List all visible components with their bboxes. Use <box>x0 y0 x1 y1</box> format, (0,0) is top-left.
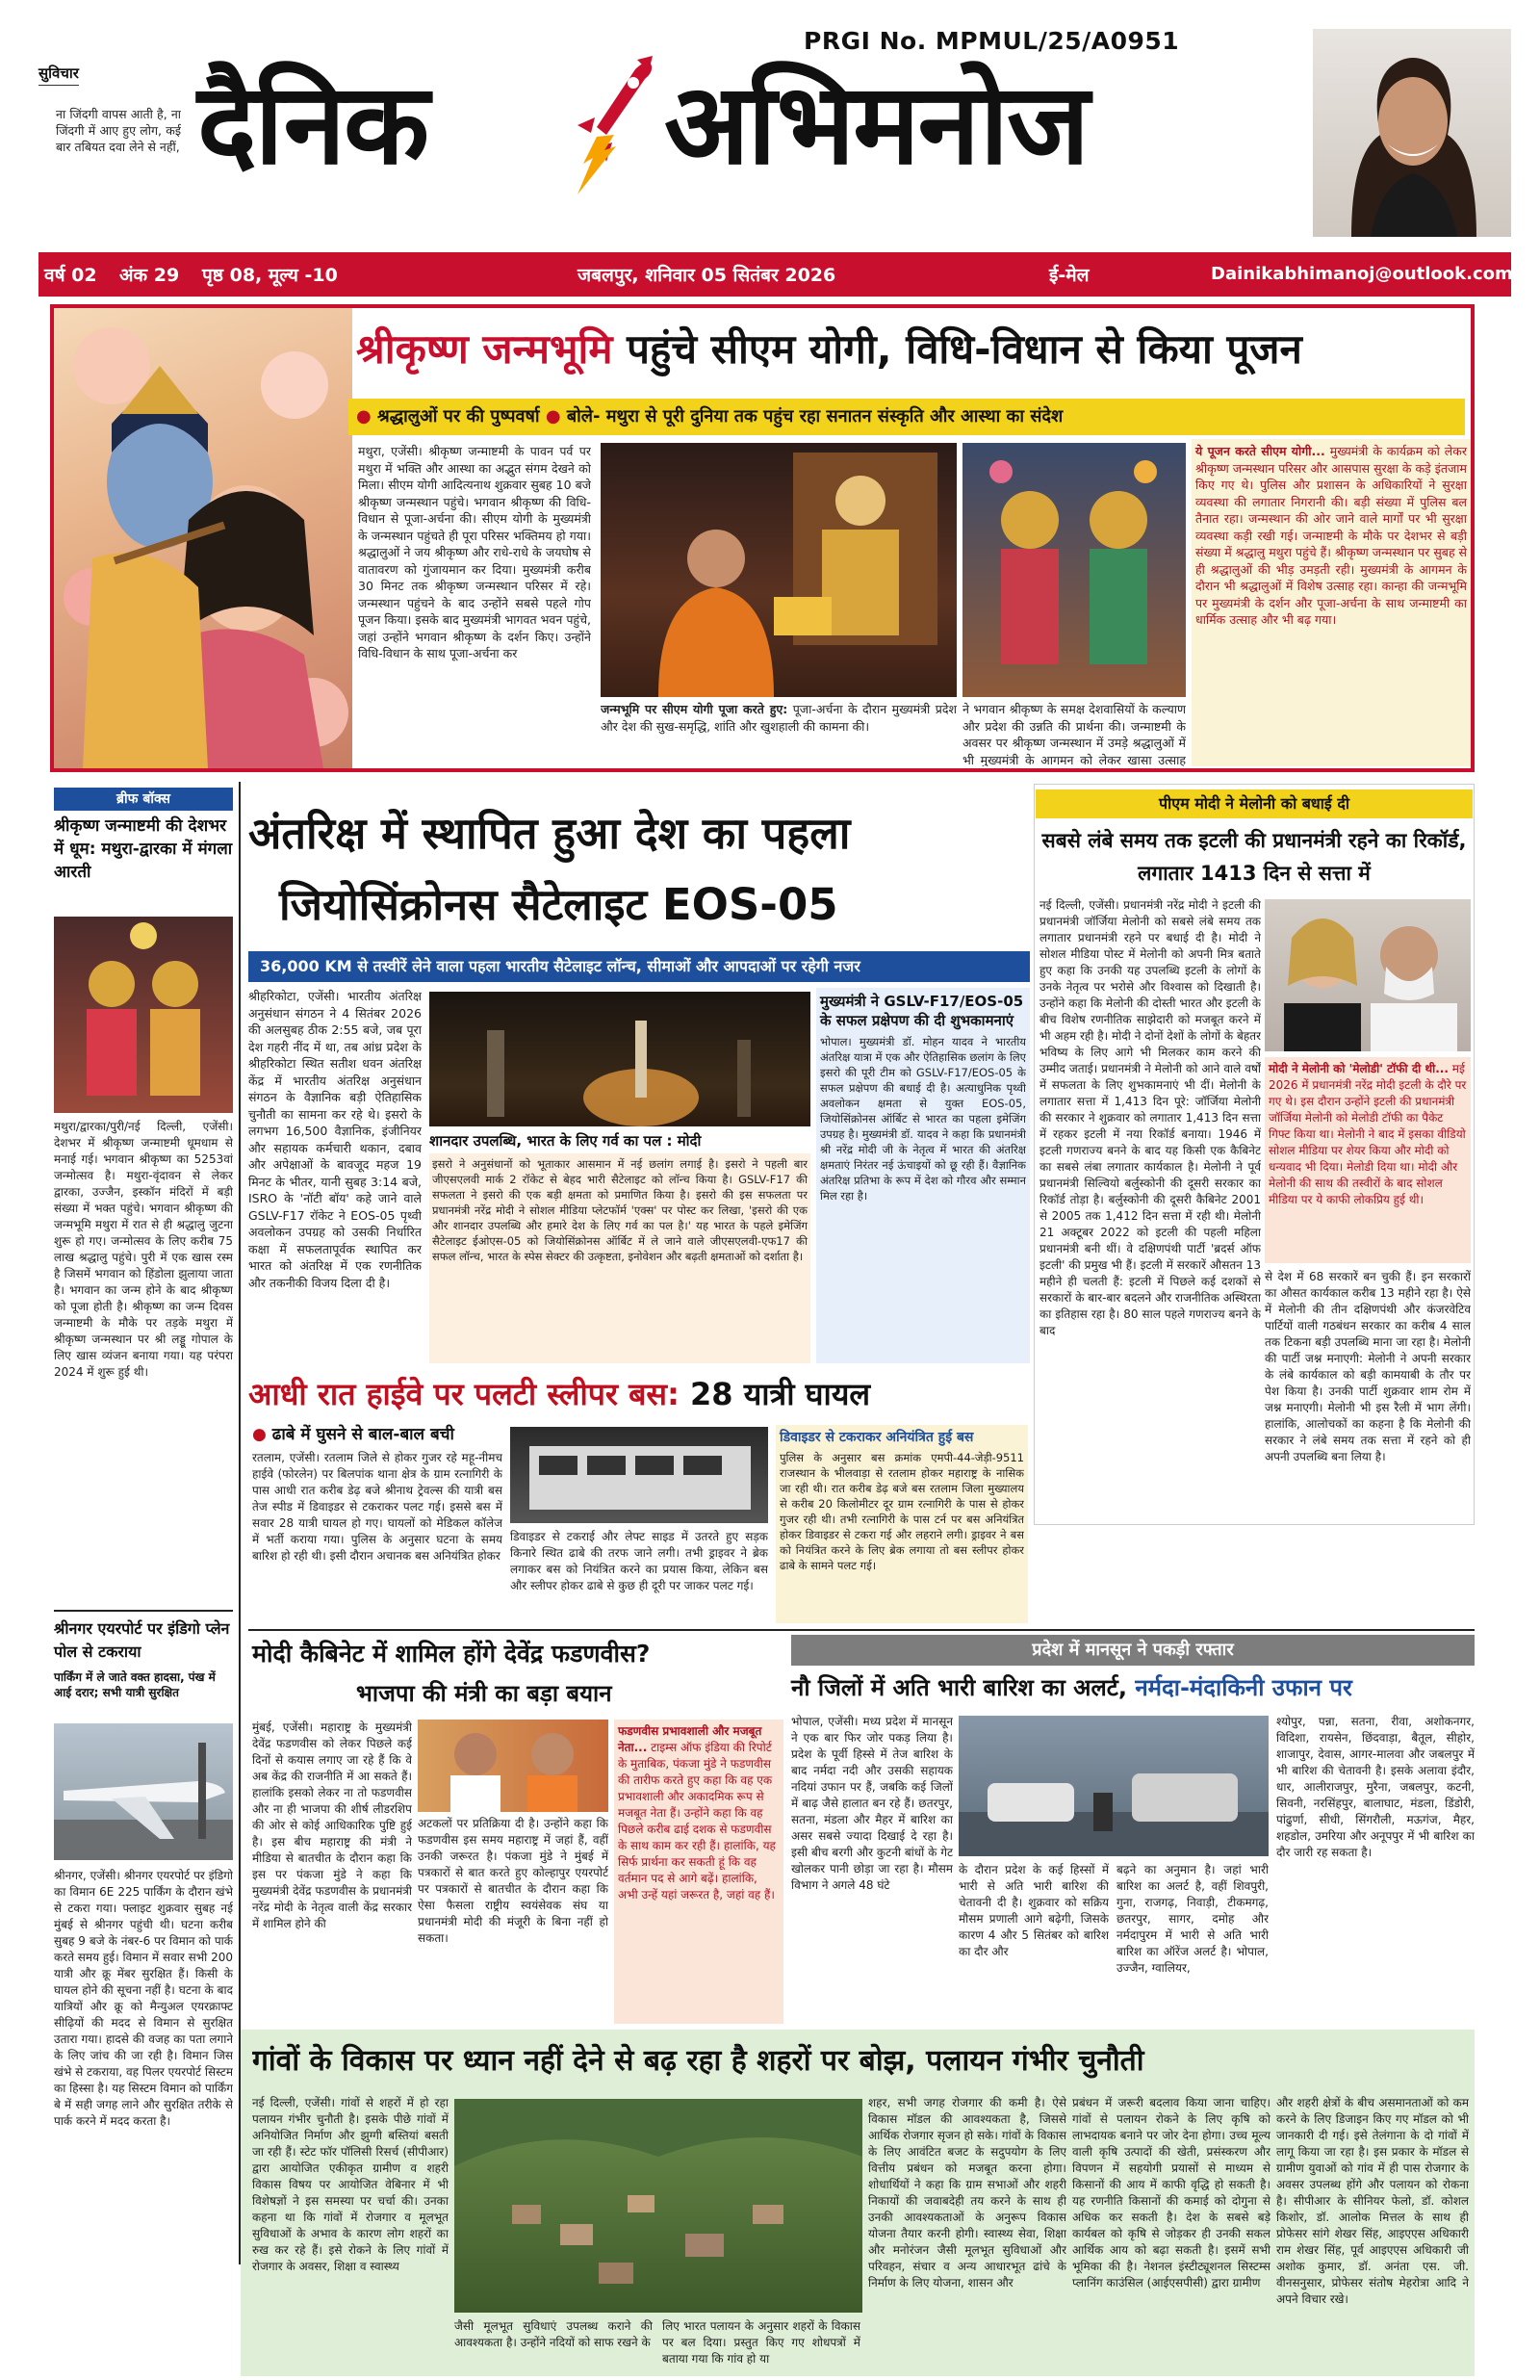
meloni-caption-text: मई 2026 में प्रधानमंत्री नरेंद्र मोदी इटली के दौरे पर गए थे। इस दौरान उन्होंने इटली की प्रधानमंत्री जॉर्जिया मेलोनी को मेलोडी टॉफी का पैकेट गिफ्ट किया था। मेलोनी ने बाद में इसका वीडियो सोशल मीडिया पर शेयर किया और मोदी को धन्यवाद भी दिया। मेलोडी दिया था। मोदी और मेलोनी की साथ की तस्वीरों के बाद सोशल मीडिया पर ये काफी लोकप्रिय हुई थी। <box>1269 1062 1467 1206</box>
suvichar-text: ना जिंदगी वापस आती है, ना जिंदगी में आए हुए लोग, कई बार तबियत दवा लेने से नहीं, <box>56 107 181 154</box>
lead-headline-red: श्रीकृष्ण जन्मभूमि <box>356 325 613 373</box>
lead-photo-caption-text: पूजा-अर्चना के दौरान मुख्यमंत्री <box>792 702 931 716</box>
village-photo-caption: जैसी मूलभूत सुविधाएं उपलब्ध कराने की आवश्यकता है। उन्होंने नदियों को साफ रखने के <box>454 2319 653 2349</box>
lead-headline-rest: पहुंचे सीएम योगी, विधि-विधान से किया पूजन <box>627 325 1302 373</box>
lead-col1: मथुरा, एजेंसी। श्रीकृष्ण जन्माष्टमी के पावन पर्व पर मथुरा में भक्ति और आस्था का अद्भुत संगम देखने को मिला। सीएम योगी आदित्यनाथ शुक्रवार सुबह 10 बजे श्रीकृष्ण जन्मस्थान पहुंचे। भगवान श्रीकृष्ण की विधि-विधान से पूजा-अर्चना की। सीएम योगी के मुख्यमंत्री के जन्मस्थान पहुंचते ही पूरा परिसर भक्तिमय हो गया। श्रद्धालुओं ने जय श्रीकृष्ण और राधे-राधे के जयघोष से वातावरण को गुंजायमान कर दिया। मुख्यमंत्री करीब 30 मिनट तक श्रीकृष्ण जन्मस्थान परिसर में रहे। जन्मस्थान पहुंचने के बाद उन्होंने सबसे पहले गोप पूजन किया। इसके बाद मुख्यमंत्री भागवत भवन पहुंचे, जहां उन्होंने भगवान श्रीकृष्ण के दर्शन किए। उन्होंने विधि-विधान के साथ पूजा-अर्चना कर <box>358 444 591 660</box>
village-landscape-photo <box>454 2099 862 2313</box>
village-col5: और शहरी क्षेत्रों के बीच असमानताओं को कम करने के लिए डिजाइन किए गए मॉडल को भी जानकारी दी गई। इसे तेलंगाना के दो गांवों में लागू किया जा रहा है। इस प्रकार के मॉडल से ग्रामीण युवाओं को गांव में ही पास रोजगार के अवसर उपलब्ध होंगे और पलायन को रोकना है। सीपीआर के सीनियर फेलो, डॉ. कोशल किशोर, डॉ. आलोक मित्तल के साथ ही प्रोफेसर सांगे शेखर सिंह, आइएएस अधिकारी राम शेखर सिंह, पूर्व आइएएस अधिकारी जी अशोक कुमार, डॉ. अनंता एस. जी. वीनसनुसार, प्रोफेसर संतोष मेहरोत्रा आदि ने अपने विचार रखे। <box>1276 2096 1469 2306</box>
bus-headline-black: 28 यात्री घायल <box>690 1376 871 1412</box>
lead-photo-caption: जन्मभूमि पर सीएम योगी पूजा करते हुए: पूजा-अर्चना के दौरान मुख्यमंत्री प्रदेश और देश की सुख-समृद्धि, शांति और खुशहाली की कामना की। <box>601 702 957 734</box>
rain-col4: श्योपुर, पन्ना, सतना, रीवा, अशोकनगर, विदिशा, रायसेन, छिंदवाड़ा, बैतूल, सीहोर, शाजापुर, देवास, आगर-मालवा और जबलपुर में भी बारिश की चेतावनी है। इसके अलावा इंदौर, धार, आलीराजपुर, मुरैना, जबलपुर, कटनी, सिवनी, नरसिंहपुर, बालाघाट, मंडला, डिंडोरी, पांढुर्णा, सीधी, सिंगरौली, मऊगंज, मैहर, शहडोल, उमरिया और अनूपपुर में भी बारिश का दौर जारी रह सकता है। <box>1276 1715 1475 1859</box>
brief-headline: श्रीकृष्ण जन्माष्टमी की देशभर में धूम: मथुरा-द्वारका में मंगला आरती <box>54 816 233 882</box>
village-photo-caption2: लिए भारत पलायन के अनुसार शहरों के विकास पर बल दिया। प्रस्तुत किए गए शोधपत्रों में बताया गया कि गांव हो या <box>662 2319 860 2366</box>
meloni-headline: सबसे लंबे समय तक इटली की प्रधानमंत्री रहने का रिकॉर्ड, लगातार 1413 दिन से सत्ता में <box>1041 829 1467 885</box>
rocket-launch-photo <box>429 992 810 1126</box>
fadnavis-headline: मोदी कैबिनेट में शामिल होंगे देवेंद्र फडणवीस? <box>252 1640 651 1668</box>
lead-headline <box>356 323 1469 375</box>
fadnavis-photo <box>418 1720 608 1812</box>
meloni-label: पीएम मोदी ने मेलोनी को बधाई दी <box>1036 789 1473 818</box>
bus-sub-text: ढाबे में घुसने से बाल-बाल बची <box>271 1425 454 1444</box>
satellite-col1: श्रीहरिकोटा, एजेंसी। भारतीय अंतरिक्ष अनुसंधान संगठन ने 4 सितंबर 2026 की अलसुबह ठीक 2:55 बजे, जब पूरा देश गहरी नींद में था, तब आंध्र प्रदेश के श्रीहरिकोटा स्थित सतीश धवन अंतरिक्ष केंद्र में भारतीय अंतरिक्ष अनुसंधान संगठन के वैज्ञानिक बड़ी ऐतिहासिक चुनौती का सामना कर रहे थे। इसरो के लगभग 16,500 वैज्ञानिक, इंजीनियर और सहायक कर्मचारी थकान, दबाव और अपेक्षाओं के बावजूद महज 19 मिनट के भीतर, यानी सुबह 3:14 बजे, ISRO के 'नॉटी बॉय' कहे जाने वाले GSLV-F17 रॉकेट ने EOS-05 पृथ्वी अवलोकन उपग्रह को उसकी निर्धारित कक्षा में सफलतापूर्वक स्थापित कर भारत को अंतरिक्ष में एक रणनीतिक और तकनीकी विजय दिला दी है। <box>248 989 422 1290</box>
village-headline: गांवों के विकास पर ध्यान नहीं देने से बढ़ रहा है शहरों पर बोझ, पलायन गंभीर चुनौती <box>252 2044 1144 2078</box>
indigo-plane-photo <box>54 1723 233 1860</box>
meloni-caption-title: मोदी ने मेलोनी को 'मेलोडी' टॉफी दी थी... <box>1269 1062 1449 1075</box>
yogi-puja-photo <box>601 443 957 697</box>
masthead <box>0 0 1540 252</box>
lead-col3-under: ने भगवान श्रीकृष्ण के समक्ष देशवासियों के कल्याण और प्रदेश की उन्नति की प्रार्थना की। जन्माष्टमी के अवसर पर श्रीकृष्ण जन्मस्थान में उमड़े श्रद्धालुओं में भी मुख्यमंत्री के आगमन को लेकर खासा उत्साह <box>962 702 1186 766</box>
airport-headline: श्रीनगर एयरपोर्ट पर इंडिगो प्लेन पोल से टकराया <box>54 1619 230 1661</box>
bus-headline <box>248 1373 1030 1415</box>
lead-sub1: श्रद्धालुओं पर की पुष्पवर्षा <box>376 406 540 427</box>
brief-label: ब्रीफ बॉक्स <box>54 788 233 811</box>
rain-col1: भोपाल, एजेंसी। मध्य प्रदेश में मानसून ने एक बार फिर जोर पकड़ लिया है। प्रदेश के पूर्वी हिस्से में तेज बारिश के बाद नर्मदा नदी और उसकी सहायक नदियां उफान पर हैं, जबकि कई जिलों में बाढ़ जैसे हालात बन रहे हैं। छतरपुर, सतना, मंडला और मैहर में बारिश का असर सबसे ज्यादा दिखाई दे रहा है। इसी बीच बरगी और कुटनी बांधों के गेट खोलकर पानी छोड़ा जा रहा है। मौसम विभाग ने अगले 48 घंटे <box>791 1715 953 1892</box>
year: वर्ष 02 <box>44 265 97 286</box>
rain-headline-black: नौ जिलों में अति भारी बारिश का अलर्ट, <box>791 1674 1127 1701</box>
krishna-radha-painting <box>54 308 352 768</box>
dateline-bar <box>38 252 1511 297</box>
rain-traffic-photo <box>959 1716 1269 1856</box>
bus-box-title: डिवाइडर से टकराकर अनियंत्रित हुई बस <box>780 1430 974 1445</box>
village-col1: नई दिल्ली, एजेंसी। गांवों से शहरों में हो रहा पलायन गंभीर चुनौती है। इसके पीछे गांवों में अनियोजित निर्माण और झुग्गी बस्तियां बसती जा रही हैं। स्टेट फॉर पॉलिसी रिसर्च (सीपीआर) द्वारा आयोजित एकीकृत ग्रामीण व शहरी विकास विषय पर आयोजित वेबिनार में भी विशेषज्ञों ने इस समस्या पर चर्चा की। उनका कहना था कि गांवों में रोजगार व मूलभूत सुविधाओं के अभाव के कारण लोग शहरों का रुख कर रहे हैं। इसे रोकने के लिए गांवों में रोजगार के अवसर, शिक्षा व स्वास्थ्य <box>252 2096 449 2273</box>
meloni-caption-box <box>1265 1057 1471 1263</box>
rain-headline <box>791 1671 1475 1704</box>
title-part2: अभिमनोज <box>664 60 1089 190</box>
fadnavis-col1: मुंबई, एजेंसी। महाराष्ट्र के मुख्यमंत्री देवेंद्र फडणवीस को लेकर पिछले कई दिनों से कयास लगाए जा रहे हैं कि वे अब केंद्र की राजनीति में आ सकते हैं। हालांकि इसको लेकर ना तो फडणवीस और ना ही भाजपा की शीर्ष लीडरशिप की ओर से कोई आधिकारिक पुष्टि हुई है। इस बीच महाराष्ट्र की मंत्री ने मीडिया से बातचीत के दौरान कहा कि इस पर पंकजा मुंडे ने कहा कि मुख्यमंत्री देवेंद्र फडणवीस के प्रधानमंत्री नरेंद्र मोदी के नेतृत्व वाली केंद्र सरकार में शामिल होने की <box>252 1720 412 1930</box>
issue: अंक 29 <box>119 265 180 286</box>
divider <box>248 1629 1475 1631</box>
meloni-col1: नई दिल्ली, एजेंसी। प्रधानमंत्री नरेंद्र मोदी ने इटली की प्रधानमंत्री जॉर्जिया मेलोनी को सबसे लंबे समय तक लगातार प्रधानमंत्री रहने पर बधाई दी है। मोदी ने सोशल मीडिया पोस्ट में मेलोनी को अपनी मित्र बताते हुए कहा कि उनकी यह उपलब्धि इटली के लोगों के उनके नेतृत्व पर भरोसे और विश्वास को दिखाती है। उन्होंने कहा कि मेलोनी की दोस्ती भारत और इटली के बीच विशेष रणनीतिक साझेदारी को मजबूत करने में भी अहम रही है। मोदी ने दोनों देशों के लोगों के बेहतर भविष्य के लिए आगे भी मिलकर काम करने की उम्मीद जताई। प्रधानमंत्री ने मेलोनी को आने वाले वर्षों में सफलता के लिए शुभकामनाएं भी दीं। मेलोनी के लगातार सत्ता में 1,413 दिन पूरे: जॉर्जिया मेलोनी की सरकार ने शुक्रवार को लगातार 1,413 दिन सत्ता में रहकर इटली में नया रिकॉर्ड बनाया। 1946 में इटली गणराज्य बनने के बाद यह किसी एक कैबिनेट का सबसे लंबा लगातार कार्यकाल है। मेलोनी ने पूर्व प्रधानमंत्री सिल्वियो बर्लुस्कोनी की दूसरी सरकार का रिकॉर्ड तोड़ा है। बर्लुस्कोनी की दूसरी कैबिनेट 2001 से 2005 तक 1,412 दिन सत्ता में रही थी। मेलोनी 21 अक्टूबर 2022 को इटली की पहली महिला प्रधानमंत्री बनी थीं। वे दक्षिणपंथी पार्टी 'ब्रदर्स ऑफ इटली' की प्रमुख भी हैं। इटली में सरकारें औसतन 13 महीने ही चलती हैं: इटली में पिछले कई दशकों से सरकारों के बार-बार बदलने और राजनीतिक अस्थिरता का इतिहास रहा है। 80 साल पहले गणराज्य बनने के बाद <box>1040 898 1261 1337</box>
lead-col2-under <box>601 701 602 702</box>
email-label: ई-मेल <box>1049 265 1090 286</box>
janmashtami-idol-photo <box>54 917 233 1113</box>
village-col4: प्रबंधन में जरूरी बदलाव किया जाना चाहिए। गांवों से पलायन रोकने के लिए कृषि को लाभदायक बनाने पर जोर देना होगा। उच्च मूल्य वाली कृषि उत्पादों की खेती, प्रसंस्करण और विपणन में सहयोगी प्रयासों से माध्यम से किसानों की आय में काफी वृद्धि हो सकती है। यह रणनीति किसानों की कमाई को दोगुना से अधिक कर सकती है। देश के सबसे बड़े कार्यबल को कृषि से जोड़कर ही उनकी सकल आर्थिक आय को बढ़ा सकती है। इसमें सभी भूमिका की है। नेशनल इंस्टीट्यूशनल सिस्टम्स प्लानिंग काउंसिल (आईएसपीसी) द्वारा ग्रामीण <box>1072 2096 1270 2289</box>
krishna-idol-photo <box>962 443 1186 697</box>
pages-price: पृष्ठ 08, मूल्य -10 <box>202 265 338 286</box>
bus-col1: रतलाम, एजेंसी। रतलाम जिले से होकर गुजर रहे महू-नीमच हाईवे (फोरलेन) पर बिलपांक थाना क्षेत्र के ग्राम रत्नागिरी के पास आधी रात करीब डेढ़ बजे श्रीनाथ ट्रेवल्स की यात्री बस तेज स्पीड में डिवाइडर से टकराकर पलट गई। इससे बस में सवार 28 यात्री घायल हो गए। घायलों को मेडिकल कॉलेज में भर्ती कराया गया। पुलिस के अनुसार घटना के समय बारिश हो रही थी। इसी दौरान अचानक बस अनियंत्रित होकर <box>252 1451 502 1563</box>
bus-box <box>776 1425 1028 1623</box>
place-date: जबलपुर, शनिवार 05 सितंबर 2026 <box>578 265 836 286</box>
cm-box <box>816 988 1030 1363</box>
lead-col5-text: मुख्यमंत्री के कार्यक्रम को लेकर श्रीकृष्ण जन्मस्थान परिसर और आसपास सुरक्षा के कड़े इंतजाम किए गए थे। पुलिस और प्रशासन के अधिकारियों ने सुरक्षा व्यवस्था की लगातार निगरानी की। बड़ी संख्या में पुलिस बल तैनात रहा। जन्मस्थान की ओर जाने वाले मार्गों पर भी सुरक्षा व्यवस्था कड़ी रखी गई। जन्माष्टमी के मौके पर देशभर से बड़ी संख्या में श्रद्धालु मथुरा पहुंचे हैं। श्रीकृष्ण जन्मस्थान पर सुबह से ही श्रद्धालुओं की भीड़ उमड़ती रही। मुख्यमंत्री के आगमन के दौरान भी श्रद्धालुओं में विशेष उत्साह रहा। कान्हा की जन्मभूमि पर मुख्यमंत्री के दर्शन और पूजा-अर्चना के साथ जन्माष्टमी का धार्मिक उत्साह और भी बढ़ गया। <box>1195 444 1468 627</box>
cm-box-text: भोपाल। मुख्यमंत्री डॉ. मोहन यादव ने भारतीय अंतरिक्ष यात्रा में एक और ऐतिहासिक छलांग के लिए इसरो की पूरी टीम को GSLV-F17/EOS-05 के सफल प्रक्षेपण की बधाई दी है। अत्याधुनिक पृथ्वी अवलोकन क्षमता से युक्त EOS-05, जियोसिंक्रोनस ऑर्बिट से भारत का पहला इमेजिंग उपग्रह है। मुख्यमंत्री डॉ. यादव ने कहा कि प्रधानमंत्री श्री नरेंद्र मोदी जी के नेतृत्व में भारत की अंतरिक्ष क्षमताएं निरंतर नई ऊंचाइयों को छू रही हैं। वैज्ञानिक अंतरिक्ष प्रतिभा के रूप में देश को गौरव और सम्मान मिल रहा है। <box>820 1035 1026 1203</box>
bullet-icon: ● <box>252 1425 272 1444</box>
satellite-headline-2: जियोसिंक्रोनस सैटेलाइट EOS-05 <box>279 879 838 930</box>
rain-headline-blue: नर्मदा-मंदाकिनी उफान पर <box>1135 1674 1352 1701</box>
lead-col5-box <box>1192 439 1471 766</box>
fadnavis-box <box>614 1720 783 2024</box>
rocket-logo-icon <box>549 50 664 204</box>
satellite-photo-text: इसरो ने अनुसंधानों को भूताकार आसमान में नई छलांग लगाई है। इसरो ने पहली बार जीएसएलवी मार्क 2 रॉकेट से बेहद भारी सैटेलाइट को लॉन्च किया है। GSLV-F17 की सफलता ने इसरो की एक बड़ी क्षमता को प्रमाणित किया है। इसरो की इस सफलता पर प्रधानमंत्री नरेंद्र मोदी ने सोशल मीडिया प्लेटफॉर्म 'एक्स' पर पोस्ट कर लिखा, 'इसरो की एक और शानदार उपलब्धि और हमारे देश के लिए गर्व का पल है।' यह भारत के पहले इमेजिंग सैटेलाइट ईओएस-05 को जियोसिंक्रोनस ऑर्बिट में ले जाने वाले जीएसएलवी-एफ17 की सफल लॉन्च, भारत के स्पेस सेक्टर की उत्कृष्टता, इनोवेशन और बढ़ती क्षमताओं को दर्शाता है। <box>429 1153 810 1363</box>
lead-subhead-bar <box>348 399 1465 435</box>
airport-text: श्रीनगर, एजेंसी। श्रीनगर एयरपोर्ट पर इंडिगो का विमान 6E 225 पार्किंग के दौरान खंभे से टकरा गया। फ्लाइट शुक्रवार सुबह नई मुंबई से श्रीनगर पहुंची थी। घटना करीब सुबह 9 बजे के नंबर-6 पर विमान को पार्क करते समय हुई। विमान में सवार सभी 200 यात्री और क्रू मेंबर सुरक्षित हैं। किसी के घायल होने की सूचना नहीं है। घटना के बाद यात्रियों और क्रू को मैन्युअल एयरक्राफ्ट सीढ़ियों की मदद से विमान से सुरक्षित उतारा गया। हादसे की वजह का पता लगाने के लिए जांच की जा रही है। विमान जिस खंभे से टकराया, वह पिलर एयरपोर्ट सिस्टम का हिस्सा है। यह सिस्टम विमान को पार्किंग बे में सही जगह लाने और सुरक्षित तरीके से पार्क करने में मदद करता है। <box>54 1869 233 2128</box>
lead-col5-title: ये पूजन करते सीएम योगी... <box>1195 444 1325 458</box>
meloni-col2: से देश में 68 सरकारें बन चुकी हैं। इन सरकारों का औसत कार्यकाल करीब 13 महीने रहा है। ऐसे में मेलोनी की तीन दक्षिणपंथी और कंजरवेटिव पार्टियों वाली गठबंधन सरकार का करीब 4 साल तक टिकना बड़ी उपलब्धि माना जा रहा है। मेलोनी की पार्टी जश्न मनाएगी: मेलोनी ने अपनी सरकार के लंबे कार्यकाल को बड़ी कामयाबी के तौर पर पेश किया है। उनकी पार्टी शुक्रवार शाम रोम में जश्न मनाएगी। मेलोनी भी इस रैली में भाग लेंगी। हालांकि, आलोचकों का कहना है कि मेलोनी की सरकार ने लंबे समय तक सत्ता में रहने को ही अपनी उपलब्धि बना लिया है। <box>1265 1270 1471 1463</box>
bus-sub <box>252 1423 502 1446</box>
rain-col3: बढ़ने का अनुमान है। जहां भारी बारिश का अलर्ट है, वहीं शिवपुरी, गुना, राजगढ़, निवाड़ी, टीकमगढ़, छतरपुर, सागर, दमोह और नर्मदापुरम में भारी से अति भारी बारिश का ऑरेंज अलर्ट है। भोपाल, उज्जैन, ग्वालियर, <box>1116 1863 1269 1975</box>
prgi-number: PRGI No. MPMUL/25/A0951 <box>804 27 1180 55</box>
rain-banner: प्रदेश में मानसून ने पकड़ी रफ्तार <box>791 1635 1475 1666</box>
bus-box-text: पुलिस के अनुसार बस क्रमांक एमपी-44-जेड़ी-9511 राजस्थान के भीलवाड़ा से रतलाम होकर महाराष्ट्र के नासिक जा रही थी। रात करीब डेढ़ बजे बस रतलाम जिला मुख्यालय से करीब 20 किलोमीटर दूर ग्राम रत्नागिरी के पास से होकर गुजर रही थी। तभी रत्नागिरी के पास टर्न पर बस अनियंत्रित होकर डिवाइडर से टकरा गई और लहराने लगी। ड्राइवर ने बस को नियंत्रित करने के लिए ब्रेक लगाया तो बस स्लीपर होकर ढाबे के सामने पलट गई। <box>780 1451 1024 1572</box>
bus-col2: डिवाइडर से टकराई और लेफ्ट साइड में उतरते हुए सड़क किनारे स्थित ढाबे की तरफ जाने लगी। तभी ड्राइवर ने ब्रेक लगाकर बस को नियंत्रित करने का प्रयास किया, लेकिन बस और स्लीपर होकर ढाबे से कुछ ही दूरी पर जाकर पलट गई। <box>510 1530 768 1592</box>
village-col3: शहर, सभी जगह रोजगार की कमी है। ऐसे विकास मॉडल की आवश्यकता है, जिससे आर्थिक रोजगार सृजन हो सके। गांवों के विकास के लिए आवंटित बजट के सदुपयोग के लिए वित्तीय प्रबंधन को मजबूत करना होगा। शोधार्थियों ने कहा कि ग्राम सभाओं और शहरी निकायों की जवाबदेही तय करने के साथ ही उनकी आवश्यकताओं के अनुरूप विकास योजना तैयार करनी होगी। स्वास्थ्य सेवा, शिक्षा और मनोरंजन जैसी मूलभूत सुविधाओं और परिवहन, संचार व अन्य आधारभूत ढांचे के निर्माण के लिए योजना, शासन और <box>868 2096 1066 2289</box>
meloni-modi-photo <box>1265 899 1471 1051</box>
divider <box>54 1610 233 1612</box>
satellite-headline-1: अंतरिक्ष में स्थापित हुआ देश का पहला <box>248 808 851 859</box>
cm-box-title: मुख्यमंत्री ने GSLV-F17/EOS-05 के सफल प्रक्षेपण की दी शुभकामनाएं <box>820 993 1024 1029</box>
airport-sub: पार्किंग में ले जाते वक्त हादसा, पंख में आई दरार; सभी यात्री सुरक्षित <box>54 1670 216 1699</box>
fadnavis-col2: अटकलों पर प्रतिक्रिया दी है। उन्होंने कहा कि फडणवीस इस समय महाराष्ट्र में जहां हैं, वहीं उनकी जरूरत है। पंकजा मुंडे ने मुंबई में पत्रकारों से बात करते हुए कोल्हापुर एयरपोर्ट पर पत्रकारों से बातचीत के दौरान कहा कि ऐसा फैसला राष्ट्रीय स्वयंसेवक संघ या प्रधानमंत्री मोदी की मंजूरी के बिना नहीं हो सकता। <box>418 1817 608 1945</box>
email-address[interactable]: Dainikabhimanoj@outlook.com <box>1211 264 1513 284</box>
bus-headline-red: आधी रात हाईवे पर पलटी स्लीपर बस: <box>248 1376 680 1412</box>
satellite-kicker: 36,000 KM से तस्वीरें लेने वाला पहला भारतीय सैटेलाइट लॉन्च, सीमाओं और आपदाओं पर रहेगी नजर <box>248 951 1030 982</box>
satellite-photo-caption: शानदार उपलब्धि, भारत के लिए गर्व का पल : मोदी <box>429 1132 702 1150</box>
rain-col2: के दौरान प्रदेश के कई हिस्सों में भारी से अति भारी बारिश की चेतावनी दी है। शुक्रवार को सक्रिय मौसम प्रणाली आगे बढ़ेगी, जिसके कारण 4 और 5 सितंबर को बारिश का दौर और <box>959 1863 1109 1958</box>
lead-sub2: बोले- मथुरा से पूरी दुनिया तक पहुंच रहा सनातन संस्कृति और आस्था का संदेश <box>566 406 1064 427</box>
lead-photo-caption-bold: जन्मभूमि पर सीएम योगी पूजा करते हुए: <box>601 702 788 716</box>
brief-text: मथुरा/द्वारका/पुरी/नई दिल्ली, एजेंसी। देशभर में श्रीकृष्ण जन्माष्टमी धूमधाम से मनाई गई। भगवान श्रीकृष्ण का 5253वां जन्मोत्सव है। मथुरा-वृंदावन से लेकर द्वारका, उज्जैन, इस्कॉन मंदिरों में बड़ी संख्या में भक्त पहुंचे। भगवान श्रीकृष्ण की जन्मभूमि मथुरा में रात से ही श्रद्धालु जुटना शुरू हो गए। जन्मोत्सव के लिए करीब 75 लाख श्रद्धालु पहुंचे। पुरी में एक खास रस्म है जिसमें भगवान को हिंडोला झुलाया जाता है। भगवान का जन्म होने के बाद श्रीकृष्ण को पूजा होती है। श्रीकृष्ण का जन्म दिवस जन्माष्टमी के मौके पर तड़के मथुरा में श्रीकृष्ण जन्मस्थान पर श्री लड्डू गोपाल के लिए खास व्यंजन बनाया गया। यह परंपरा 2024 में शुरू हुई थी। <box>54 1120 233 1379</box>
fadnavis-sub: भाजपा की मंत्री का बड़ा बयान <box>356 1680 612 1707</box>
bullet-icon: ● <box>356 406 377 427</box>
title-part1: दैनिक <box>197 60 428 190</box>
celebrity-portrait <box>1313 29 1511 237</box>
fadnavis-box-text: टाइम्स ऑफ इंडिया की रिपोर्ट के मुताबिक, पंकजा मुंडे ने फडणवीस की तारीफ करते हुए कहा कि वह एक प्रभावशाली और अकादमिक रूप से मजबूत नेता हैं। उन्होंने कहा कि वह पिछले करीब ढाई दशक से फडणवीस के साथ काम कर रही हैं। हालांकि, यह सिर्फ प्रार्थना कर सकती हूं कि वह वर्तमान पद से आगे बढ़ें। हालांकि, अभी उन्हें यहां जरूरत है, जहां वह हैं। <box>618 1741 776 1901</box>
bullet-icon: ● <box>545 406 567 427</box>
fadnavis-box-title: फडणवीस प्रभावशाली और मजबूत नेता... <box>618 1724 762 1754</box>
overturned-bus-photo <box>510 1427 768 1523</box>
suvichar-label: सुविचार <box>38 64 79 86</box>
